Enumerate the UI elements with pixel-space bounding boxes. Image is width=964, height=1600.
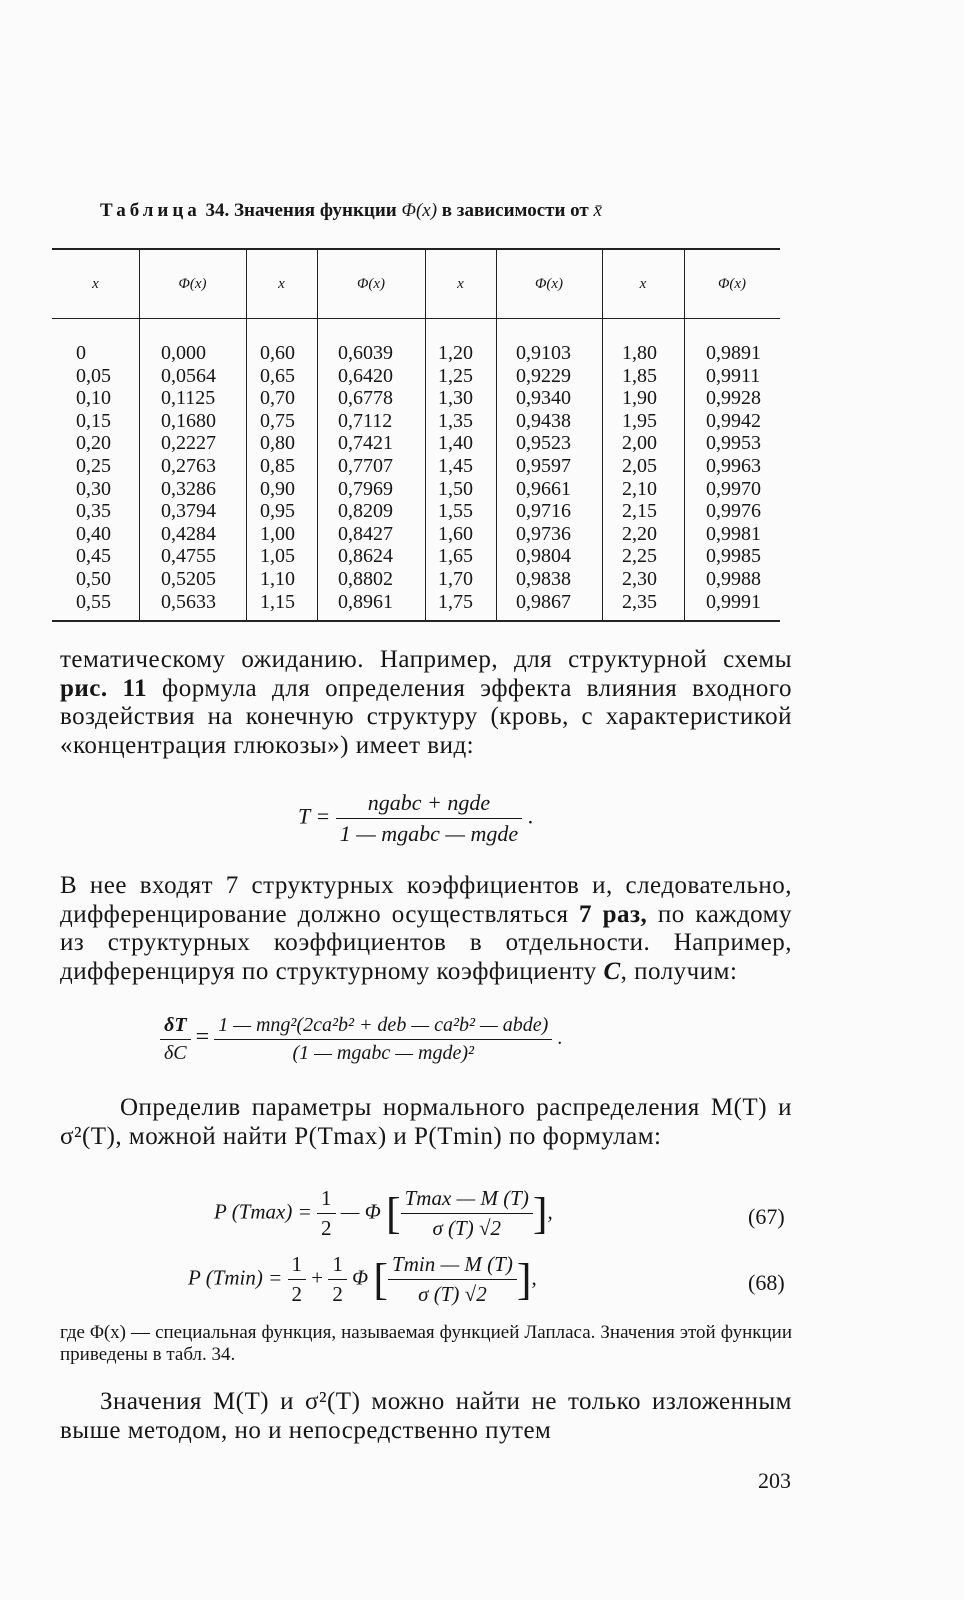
footnote: где Φ(x) — специальная функция, называемая функцией Лапласа. Значения этой функции приведены в табл. 34.	[60, 1322, 792, 1365]
table-cell: 1,50	[438, 477, 473, 500]
table-column-phi	[338, 342, 393, 613]
paragraph-text: по каждому из структурных коэффициентов в отдельности. Например, дифференцируя по структурному коэффициенту	[60, 900, 793, 985]
table-header-phi: Φ(x)	[717, 276, 747, 292]
table-cell: 0,9991	[706, 590, 761, 613]
table-cell: 0,8209	[338, 500, 393, 523]
formula-operator: Φ	[352, 1265, 369, 1290]
table-cell: 0,9867	[516, 590, 571, 613]
table-cell: 1,60	[438, 522, 473, 545]
paragraph	[60, 872, 792, 986]
formula-end: .	[557, 1027, 563, 1050]
table-cell: 0,1680	[161, 409, 216, 432]
table-cell: 0,9911	[706, 364, 761, 387]
formula-numerator: Tmin — M (T)	[388, 1252, 517, 1280]
table-cell: 0,9523	[516, 432, 571, 455]
table-divider	[246, 249, 247, 620]
formula-fraction	[401, 1186, 533, 1241]
caption-function: Φ(x)	[401, 200, 438, 221]
formula-denominator: σ (T) √2	[418, 1282, 487, 1306]
table-cell: 0,55	[76, 590, 111, 613]
caption-xbar: x̄	[593, 200, 602, 221]
table-cell: 1,05	[260, 545, 295, 568]
table-cell: 2,00	[622, 432, 657, 455]
paragraph-text: тематическому ожиданию. Например, для структурной схемы	[60, 646, 792, 673]
equation-68	[188, 1252, 537, 1307]
table-cell: 1,20	[438, 342, 473, 364]
formula-equals: =	[195, 1024, 210, 1051]
formula-fraction	[317, 1186, 336, 1241]
table-cell: 0,2763	[161, 454, 216, 477]
table-cell: 0,6420	[338, 364, 393, 387]
table-cell: 0,9229	[516, 364, 571, 387]
table-header-phi: Φ(x)	[534, 276, 564, 292]
equation-number: (68)	[748, 1270, 785, 1295]
table-cell: 2,25	[622, 545, 657, 568]
table-cell: 0,35	[76, 500, 111, 523]
equation-67	[214, 1186, 553, 1241]
table-cell: 0,9988	[706, 567, 761, 590]
table-header-x: x	[92, 276, 99, 292]
table-cell: 0,9438	[516, 409, 571, 432]
formula-denominator: σ (T) √2	[432, 1216, 502, 1240]
table-cell: 0,1125	[161, 387, 216, 410]
table-cell: 1,95	[622, 409, 657, 432]
table-cell: 0,25	[76, 454, 111, 477]
table-cell: 0,5205	[161, 567, 216, 590]
equation-number: (67)	[748, 1204, 785, 1229]
formula-lhs: T =	[298, 803, 331, 829]
paragraph-text: , получим:	[620, 957, 738, 985]
table-cell: 0,60	[260, 342, 295, 364]
left-bracket: [	[373, 1255, 389, 1304]
table-divider	[139, 249, 140, 620]
table-cell: 0,80	[260, 432, 295, 455]
table-cell: 0,9891	[706, 342, 761, 364]
table-column-phi	[706, 342, 761, 613]
table-cell: 2,05	[622, 454, 657, 477]
formula-t	[298, 790, 533, 847]
page-number: 203	[758, 1468, 791, 1493]
formula-denominator: (1 — mgabc — mgde)²	[292, 1042, 474, 1064]
table-cell: 2,15	[622, 500, 657, 523]
formula-derivative	[160, 1014, 562, 1065]
table-cell: 0,000	[161, 342, 206, 364]
table-column-x	[622, 342, 657, 613]
left-bracket: [	[385, 1189, 401, 1238]
paragraph	[60, 646, 792, 760]
table-cell: 1,35	[438, 409, 473, 432]
table-cell: 0,7969	[338, 477, 393, 500]
formula-numerator: Tmax — M (T)	[401, 1186, 533, 1214]
table-cell: 0,9985	[706, 545, 761, 568]
figure-reference: рис. 11	[60, 674, 148, 702]
table-cell: 2,20	[622, 522, 657, 545]
table-cell: 0,3286	[161, 477, 216, 500]
table-cell: 0,70	[260, 387, 295, 410]
table-cell: 0,90	[260, 477, 295, 500]
table-cell: 0,20	[76, 432, 111, 455]
table-column-phi	[161, 342, 216, 613]
table-cell: 0,9963	[706, 454, 761, 477]
table-header-phi: Φ(x)	[356, 276, 386, 292]
table-cell: 1,55	[438, 500, 473, 523]
table-cell: 0,50	[76, 567, 111, 590]
formula-numerator: δT	[160, 1014, 191, 1040]
formula-operator: — Φ	[340, 1199, 381, 1224]
table-header-x: x	[639, 276, 647, 292]
table-cell: 0,9716	[516, 500, 571, 523]
table-cell: 1,40	[438, 432, 473, 455]
table-header-x: x	[278, 276, 285, 292]
table-cell: 0,40	[76, 522, 111, 545]
formula-denominator: 1 — mgabc — mgde	[339, 821, 519, 846]
table-cell: 0,45	[76, 545, 111, 568]
table-cell: 1,10	[260, 567, 295, 590]
formula-denominator: 2	[332, 1282, 343, 1306]
formula-operator: +	[311, 1265, 324, 1290]
table-cell: 1,90	[622, 387, 657, 410]
table-cell: 1,45	[438, 454, 473, 477]
table-cell: 1,00	[260, 522, 295, 545]
table-cell: 0,30	[76, 477, 111, 500]
table-cell: 1,30	[438, 387, 473, 410]
table-cell: 2,10	[622, 477, 657, 500]
paragraph: Определив параметры нормального распределения M(T) и σ²(T), можной найти P(Tmax) и P(Tmin) по формулам:	[60, 1094, 792, 1150]
formula-denominator: 2	[291, 1282, 303, 1306]
table-cell: 0,9340	[516, 387, 571, 410]
table-cell: 1,80	[622, 342, 657, 364]
table-cell: 2,30	[622, 567, 657, 590]
table-bottom-rule	[52, 620, 780, 622]
table-cell: 1,65	[438, 545, 473, 568]
right-bracket: ]	[516, 1255, 532, 1304]
table-header-x: x	[457, 276, 464, 292]
table-column-phi	[516, 342, 571, 613]
table-cell: 0,8961	[338, 590, 393, 613]
table-cell: 0,9736	[516, 522, 571, 545]
table-column-x	[260, 342, 295, 613]
table-caption	[100, 200, 602, 222]
table-divider	[425, 249, 426, 620]
table-cell: 0,9597	[516, 454, 571, 477]
formula-end: .	[527, 803, 534, 829]
caption-text: 34. Значения функции	[200, 200, 402, 221]
table-cell: 0,8802	[338, 567, 393, 590]
table-divider	[602, 249, 603, 620]
table-cell: 0,9981	[706, 522, 761, 545]
formula-end: ,	[547, 1199, 553, 1224]
formula-lhs: P (Tmax) =	[214, 1199, 312, 1224]
formula-numerator: 1 — mng²(2ca²b² + deb — ca²b² — abde)	[214, 1014, 552, 1040]
table-cell: 0	[76, 342, 86, 364]
table-cell: 0,3794	[161, 500, 216, 523]
formula-fraction	[214, 1014, 552, 1065]
formula-fraction	[336, 790, 522, 847]
table-header-rule	[52, 318, 780, 319]
table-divider	[496, 249, 497, 620]
table-cell: 0,7112	[338, 409, 393, 432]
table-cell: 2,35	[622, 590, 657, 613]
table-cell: 0,9942	[706, 409, 761, 432]
table-column-x	[438, 342, 473, 613]
formula-numerator: 1	[328, 1252, 347, 1280]
table-divider	[684, 249, 685, 620]
table-cell: 1,75	[438, 590, 473, 613]
paragraph: Значения M(T) и σ²(T) можно найти не только изложенным выше методом, но и непосредственно путем	[60, 1388, 792, 1444]
formula-fraction	[328, 1252, 347, 1307]
table-cell: 0,5633	[161, 590, 216, 613]
table-cell: 0,10	[76, 387, 111, 410]
caption-text-2: в зависимости от	[437, 200, 594, 221]
formula-denominator: 2	[321, 1216, 332, 1240]
emphasis: С	[603, 957, 621, 985]
table-header-phi: Φ(x)	[178, 276, 207, 292]
table-cell: 0,9804	[516, 545, 571, 568]
table-cell: 0,9953	[706, 432, 761, 455]
table-cell: 0,7421	[338, 432, 393, 455]
table-cell: 0,2227	[161, 432, 216, 455]
table-cell: 0,7707	[338, 454, 393, 477]
table-cell: 0,9661	[516, 477, 571, 500]
table-cell: 0,8427	[338, 522, 393, 545]
paragraph-text: формула для определения эффекта влияния входного воздействия на конечную структуру (кровь, с характеристикой «концентрация глюкозы») имеет вид:	[60, 674, 792, 759]
formula-numerator: 1	[317, 1186, 336, 1214]
table-cell: 0,9928	[706, 387, 761, 410]
table-cell: 0,4755	[161, 545, 216, 568]
table-cell: 1,15	[260, 590, 295, 613]
table-cell: 0,9976	[706, 500, 761, 523]
formula-end: ,	[531, 1265, 537, 1290]
table-cell: 0,9103	[516, 342, 571, 364]
table-column-x	[76, 342, 111, 613]
table-cell: 1,70	[438, 567, 473, 590]
table-cell: 0,15	[76, 409, 111, 432]
table-top-rule	[52, 248, 780, 250]
table-cell: 0,65	[260, 364, 295, 387]
table-cell: 0,6778	[338, 387, 393, 410]
table-cell: 0,8624	[338, 545, 393, 568]
formula-numerator: ngabc + ngde	[336, 790, 522, 819]
table-cell: 0,75	[260, 409, 295, 432]
table-divider	[317, 249, 318, 620]
table-cell: 0,9970	[706, 477, 761, 500]
formula-fraction	[288, 1252, 307, 1307]
table-cell: 0,0564	[161, 364, 216, 387]
table-cell: 0,85	[260, 454, 295, 477]
table-cell: 1,25	[438, 364, 473, 387]
formula-denominator: δC	[164, 1042, 187, 1064]
formula-lhs: P (Tmin) =	[188, 1265, 283, 1290]
formula-fraction	[388, 1252, 517, 1307]
paragraph-text: В нее входят 7 структурных коэффициентов и, следовательно, дифференцирование должно осуществляться	[60, 872, 792, 928]
table-cell: 0,4284	[161, 522, 216, 545]
table-cell: 0,05	[76, 364, 111, 387]
emphasis: 7 раз,	[579, 900, 648, 928]
table-cell: 0,95	[260, 500, 295, 523]
formula-numerator: 1	[288, 1252, 307, 1280]
formula-derivative-lhs	[160, 1014, 191, 1065]
right-bracket: ]	[532, 1189, 548, 1238]
caption-prefix: Таблица	[100, 200, 201, 221]
table-cell: 1,85	[622, 364, 657, 387]
table-cell: 0,6039	[338, 342, 393, 364]
table-cell: 0,9838	[516, 567, 571, 590]
